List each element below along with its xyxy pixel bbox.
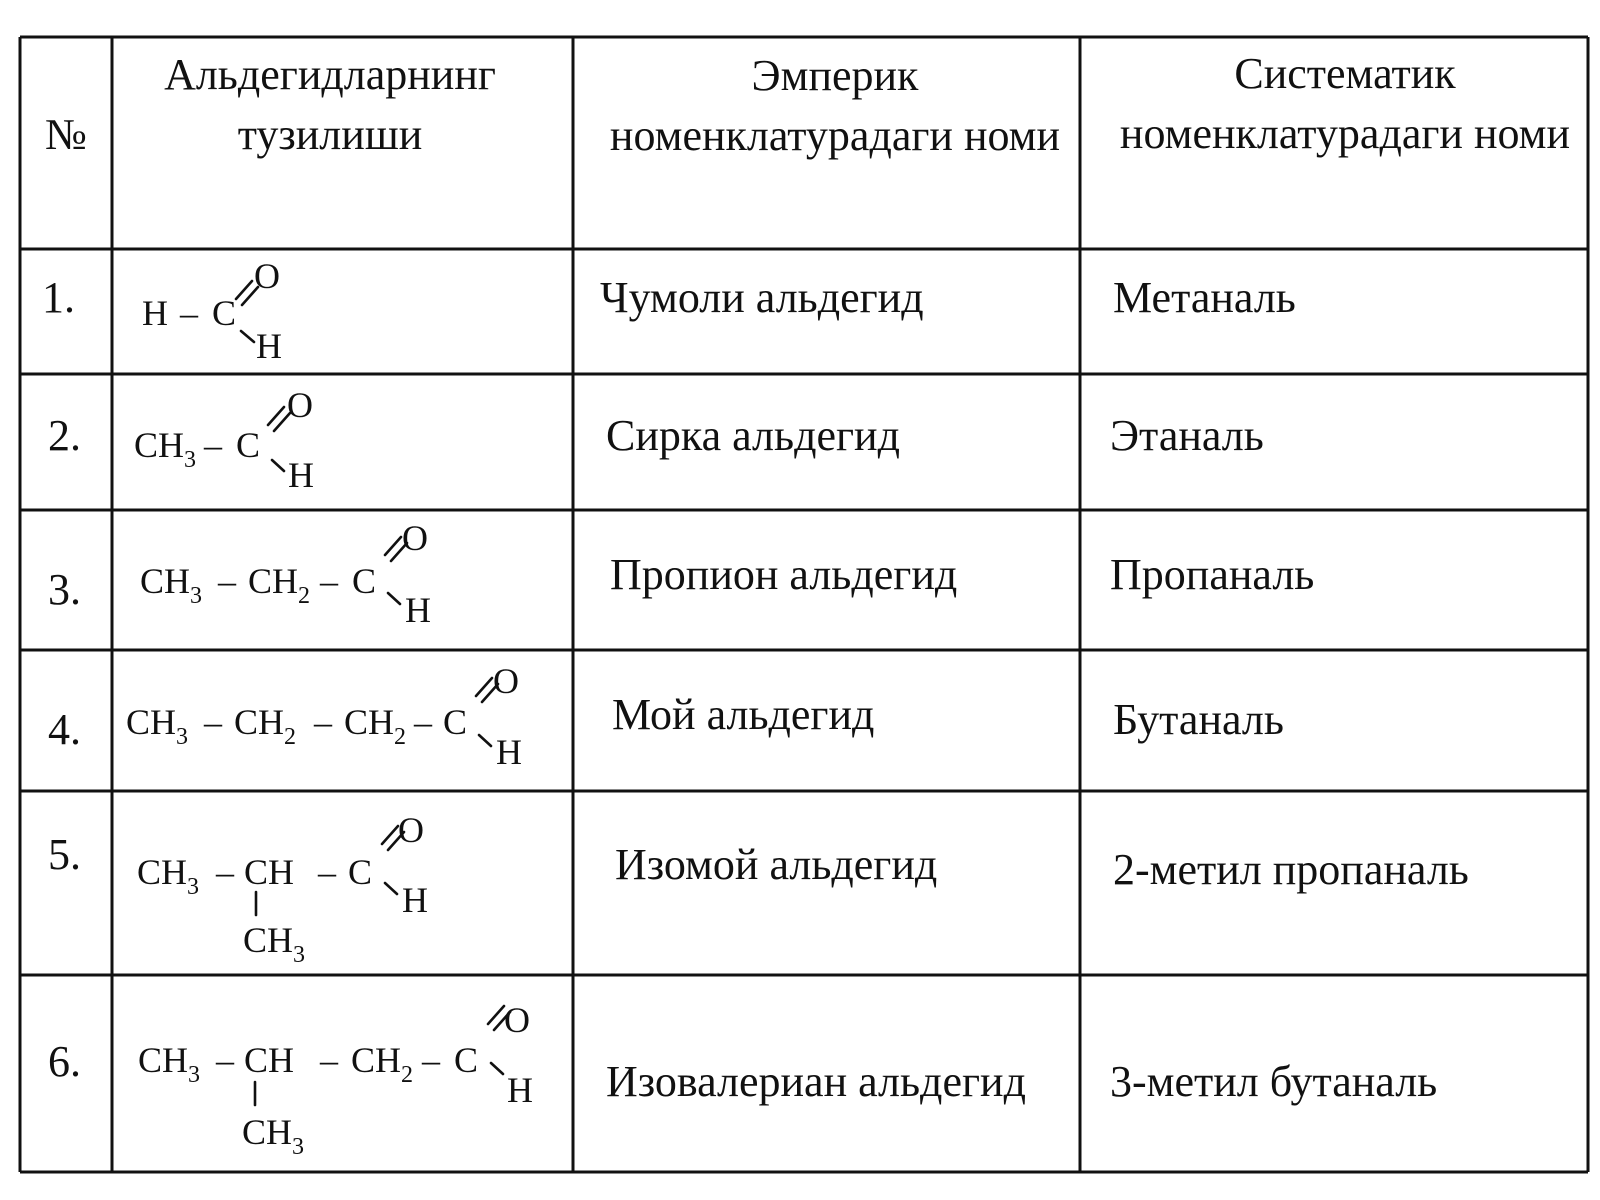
- atom-o: O: [254, 256, 280, 296]
- row-2-number: 2.: [48, 411, 81, 460]
- atom-c: C: [443, 702, 468, 742]
- row-1-number: 1.: [42, 273, 75, 322]
- bond-dash: –: [422, 1040, 440, 1080]
- row-1-systematic-name: Метаналь: [1113, 273, 1296, 322]
- bond-dash: –: [216, 852, 234, 892]
- group-ch2: $CH_2$: [344, 702, 407, 750]
- group-ch2: $CH_2$: [248, 561, 311, 609]
- bond-dash: –: [204, 425, 222, 465]
- row-6-number: 6.: [48, 1037, 81, 1086]
- group-ch: CH: [244, 852, 295, 892]
- bond-dash: –: [180, 293, 198, 333]
- atom-o: O: [402, 518, 428, 558]
- bond-dash: –: [320, 561, 338, 601]
- atom-o: O: [287, 385, 313, 425]
- row-3-systematic-name: Пропаналь: [1110, 550, 1315, 599]
- atom-o: O: [504, 1000, 530, 1040]
- group-ch3: $CH_3$: [140, 561, 203, 609]
- branch-ch3: $CH_3$: [242, 1112, 305, 1160]
- header-empiric: Эмперик номенклатурадаги номи: [609, 51, 1061, 160]
- row-5-number: 5.: [48, 830, 81, 879]
- bond-dash: –: [320, 1040, 338, 1080]
- bond-dash: –: [204, 702, 222, 742]
- group-ch2: $CH_2$: [351, 1040, 414, 1088]
- bond-dash: –: [216, 1040, 234, 1080]
- header-structure: Альдегидларнинг тузилиши: [164, 50, 496, 159]
- atom-h-aldehyde: H: [496, 732, 522, 772]
- row-3-number: 3.: [48, 565, 81, 614]
- bond-dash: –: [314, 702, 332, 742]
- row-4-number: 4.: [48, 705, 81, 754]
- atom-h-aldehyde: H: [507, 1070, 533, 1110]
- atom-c: C: [212, 293, 237, 333]
- row-5-empiric-name: Изомой альдегид: [615, 840, 938, 889]
- bond-dash: –: [218, 561, 236, 601]
- row-6-empiric-name: Изовалериан альдегид: [606, 1057, 1026, 1106]
- atom-c: C: [236, 425, 261, 465]
- atom-h-aldehyde: H: [288, 455, 314, 495]
- row-2-systematic-name: Этаналь: [1110, 411, 1264, 460]
- atom-o: O: [398, 810, 424, 850]
- group-ch3: $CH_3$: [126, 702, 189, 750]
- atom-h-aldehyde: H: [402, 880, 428, 920]
- atom-c: C: [352, 561, 377, 601]
- group-ch3: $CH_3$: [137, 852, 200, 900]
- group-ch3: $CH_3$: [138, 1040, 201, 1088]
- row-2-empiric-name: Сирка альдегид: [606, 411, 900, 460]
- header-num: №: [45, 110, 87, 159]
- atom-h-aldehyde: H: [256, 326, 282, 366]
- bond-dash: –: [318, 852, 336, 892]
- row-4-systematic-name: Бутаналь: [1113, 695, 1284, 744]
- group-ch2: $CH_2$: [234, 702, 297, 750]
- header-systematic: Систематик номенклатурадаги номи: [1119, 49, 1571, 158]
- atom-c: C: [454, 1040, 479, 1080]
- row-4-empiric-name: Мой альдегид: [612, 690, 875, 739]
- atom-c: C: [348, 852, 373, 892]
- group-ch3: $CH_3$: [134, 425, 197, 473]
- atom-h-aldehyde: H: [405, 590, 431, 630]
- row-6-systematic-name: 3-метил бутаналь: [1110, 1057, 1438, 1106]
- row-3-empiric-name: Пропион альдегид: [610, 550, 958, 599]
- atom-h: H: [142, 293, 168, 333]
- row-5-systematic-name: 2-метил пропаналь: [1113, 845, 1469, 894]
- bond-dash: –: [414, 702, 432, 742]
- row-1-empiric-name: Чумоли альдегид: [600, 273, 924, 322]
- atom-o: O: [493, 661, 519, 701]
- group-ch: CH: [244, 1040, 295, 1080]
- branch-ch3: $CH_3$: [243, 920, 306, 968]
